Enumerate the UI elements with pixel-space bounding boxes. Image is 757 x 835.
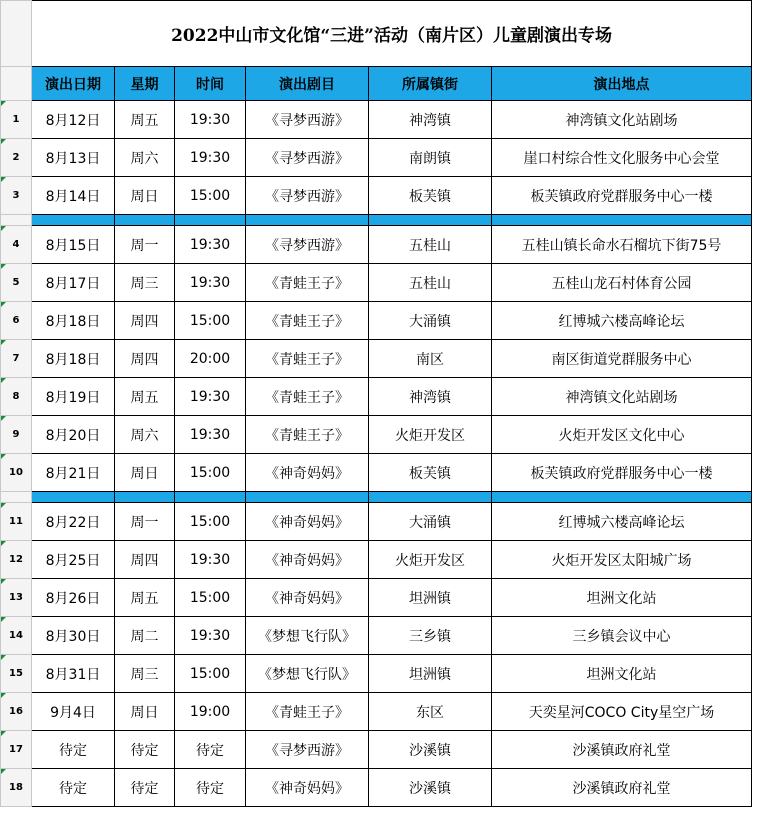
cell-town[interactable]: 火炬开发区 [369, 416, 492, 454]
table-row [1, 101, 752, 139]
cell-show[interactable]: 《寻梦西游》 [246, 226, 369, 264]
cell-show[interactable]: 《青蛙王子》 [246, 693, 369, 731]
row-number[interactable]: 11 [1, 503, 32, 541]
row-number[interactable]: 15 [1, 655, 32, 693]
cell-show[interactable]: 《梦想飞行队》 [246, 617, 369, 655]
row-number-blank [1, 215, 32, 226]
cell-venue[interactable]: 南区街道党群服务中心 [492, 340, 752, 378]
row-number[interactable]: 14 [1, 617, 32, 655]
separator-row [1, 492, 752, 503]
table-row [1, 579, 752, 617]
cell-venue[interactable]: 崖口村综合性文化服务中心会堂 [492, 139, 752, 177]
table-row [1, 177, 752, 215]
separator-cell[interactable] [492, 492, 752, 503]
cell-town[interactable]: 沙溪镇 [369, 731, 492, 769]
row-number[interactable]: 8 [1, 378, 32, 416]
header-date[interactable]: 演出日期 [32, 67, 115, 101]
separator-cell[interactable] [369, 492, 492, 503]
cell-time[interactable]: 15:00 [175, 302, 246, 340]
cell-date[interactable]: 8月21日 [32, 454, 115, 492]
row-header-blank [1, 67, 32, 101]
cell-show[interactable]: 《青蛙王子》 [246, 302, 369, 340]
header-show[interactable]: 演出剧目 [246, 67, 369, 101]
cell-show[interactable]: 《青蛙王子》 [246, 264, 369, 302]
cell-venue[interactable]: 三乡镇会议中心 [492, 617, 752, 655]
cell-weekday[interactable]: 周五 [115, 101, 175, 139]
separator-cell[interactable] [492, 215, 752, 226]
cell-weekday[interactable]: 周一 [115, 503, 175, 541]
cell-venue[interactable]: 坦洲文化站 [492, 579, 752, 617]
cell-show[interactable]: 《青蛙王子》 [246, 378, 369, 416]
row-number[interactable]: 9 [1, 416, 32, 454]
cell-date[interactable]: 8月30日 [32, 617, 115, 655]
cell-date[interactable]: 待定 [32, 731, 115, 769]
cell-weekday[interactable]: 待定 [115, 769, 175, 807]
cell-venue[interactable]: 坦洲文化站 [492, 655, 752, 693]
table-row [1, 302, 752, 340]
row-number[interactable]: 6 [1, 302, 32, 340]
cell-town[interactable]: 坦洲镇 [369, 579, 492, 617]
cell-date[interactable]: 8月17日 [32, 264, 115, 302]
cell-town[interactable]: 沙溪镇 [369, 769, 492, 807]
cell-weekday[interactable]: 周日 [115, 693, 175, 731]
row-number[interactable]: 4 [1, 226, 32, 264]
table-row [1, 416, 752, 454]
cell-town[interactable]: 坦洲镇 [369, 655, 492, 693]
cell-town[interactable]: 板芙镇 [369, 177, 492, 215]
cell-weekday[interactable]: 待定 [115, 731, 175, 769]
cell-weekday[interactable]: 周四 [115, 340, 175, 378]
sheet-title[interactable]: 2022中山市文化馆“三进”活动（南片区）儿童剧演出专场 [32, 1, 752, 67]
cell-show[interactable]: 《神奇妈妈》 [246, 769, 369, 807]
cell-show[interactable]: 《神奇妈妈》 [246, 579, 369, 617]
cell-venue[interactable]: 五桂山镇长命水石榴坑下街75号 [492, 226, 752, 264]
separator-cell[interactable] [32, 215, 115, 226]
cell-time[interactable]: 19:30 [175, 378, 246, 416]
cell-time[interactable]: 待定 [175, 731, 246, 769]
header-town[interactable]: 所属镇街 [369, 67, 492, 101]
cell-show[interactable]: 《神奇妈妈》 [246, 541, 369, 579]
cell-venue[interactable]: 五桂山龙石村体育公园 [492, 264, 752, 302]
row-number[interactable]: 16 [1, 693, 32, 731]
table-row [1, 454, 752, 492]
cell-venue[interactable]: 神湾镇文化站剧场 [492, 101, 752, 139]
separator-cell[interactable] [246, 492, 369, 503]
cell-town[interactable]: 南朗镇 [369, 139, 492, 177]
cell-show[interactable]: 《寻梦西游》 [246, 101, 369, 139]
cell-time[interactable]: 15:00 [175, 177, 246, 215]
row-number[interactable]: 5 [1, 264, 32, 302]
header-time[interactable]: 时间 [175, 67, 246, 101]
cell-date[interactable]: 待定 [32, 769, 115, 807]
table-row [1, 139, 752, 177]
cell-town[interactable]: 五桂山 [369, 226, 492, 264]
row-number[interactable]: 1 [1, 101, 32, 139]
cell-time[interactable]: 待定 [175, 769, 246, 807]
cell-time[interactable]: 19:30 [175, 264, 246, 302]
row-number-blank [1, 492, 32, 503]
cell-town[interactable]: 东区 [369, 693, 492, 731]
cell-date[interactable]: 8月31日 [32, 655, 115, 693]
row-number[interactable]: 2 [1, 139, 32, 177]
cell-time[interactable]: 19:30 [175, 617, 246, 655]
cell-weekday[interactable]: 周六 [115, 416, 175, 454]
cell-venue[interactable]: 红博城六楼高峰论坛 [492, 503, 752, 541]
cell-show[interactable]: 《寻梦西游》 [246, 139, 369, 177]
cell-time[interactable]: 15:00 [175, 655, 246, 693]
cell-town[interactable]: 大涌镇 [369, 302, 492, 340]
table-row [1, 340, 752, 378]
cell-weekday[interactable]: 周四 [115, 541, 175, 579]
cell-venue[interactable]: 天奕星河COCO City星空广场 [492, 693, 752, 731]
separator-cell[interactable] [246, 215, 369, 226]
table-row [1, 655, 752, 693]
row-number[interactable]: 7 [1, 340, 32, 378]
title-row [1, 1, 752, 67]
cell-date[interactable]: 8月25日 [32, 541, 115, 579]
cell-town[interactable]: 三乡镇 [369, 617, 492, 655]
table-row [1, 378, 752, 416]
cell-venue[interactable]: 火炬开发区文化中心 [492, 416, 752, 454]
row-number[interactable]: 13 [1, 579, 32, 617]
cell-weekday[interactable]: 周一 [115, 226, 175, 264]
cell-date[interactable]: 8月22日 [32, 503, 115, 541]
cell-town[interactable]: 大涌镇 [369, 503, 492, 541]
cell-weekday[interactable]: 周三 [115, 655, 175, 693]
separator-cell[interactable] [175, 492, 246, 503]
table-row [1, 693, 752, 731]
cell-venue[interactable]: 沙溪镇政府礼堂 [492, 769, 752, 807]
cell-show[interactable]: 《梦想飞行队》 [246, 655, 369, 693]
cell-time[interactable]: 19:30 [175, 416, 246, 454]
cell-date[interactable]: 8月18日 [32, 340, 115, 378]
cell-weekday[interactable]: 周日 [115, 454, 175, 492]
table-row [1, 731, 752, 769]
row-number[interactable]: 12 [1, 541, 32, 579]
table-row [1, 617, 752, 655]
cell-show[interactable]: 《神奇妈妈》 [246, 454, 369, 492]
cell-weekday[interactable]: 周六 [115, 139, 175, 177]
cell-venue[interactable]: 板芙镇政府党群服务中心一楼 [492, 177, 752, 215]
cell-time[interactable]: 19:00 [175, 693, 246, 731]
separator-cell[interactable] [115, 215, 175, 226]
cell-town[interactable]: 神湾镇 [369, 378, 492, 416]
cell-weekday[interactable]: 周五 [115, 378, 175, 416]
cell-venue[interactable]: 神湾镇文化站剧场 [492, 378, 752, 416]
separator-cell[interactable] [115, 492, 175, 503]
cell-venue[interactable]: 板芙镇政府党群服务中心一楼 [492, 454, 752, 492]
header-venue[interactable]: 演出地点 [492, 67, 752, 101]
header-weekday[interactable]: 星期 [115, 67, 175, 101]
cell-date[interactable]: 8月15日 [32, 226, 115, 264]
cell-date[interactable]: 8月26日 [32, 579, 115, 617]
cell-show[interactable]: 《寻梦西游》 [246, 731, 369, 769]
separator-cell[interactable] [369, 215, 492, 226]
cell-venue[interactable]: 火炬开发区太阳城广场 [492, 541, 752, 579]
cell-weekday[interactable]: 周日 [115, 177, 175, 215]
row-number[interactable]: 18 [1, 769, 32, 807]
table-row [1, 226, 752, 264]
cell-time[interactable]: 19:30 [175, 101, 246, 139]
table-row [1, 769, 752, 807]
cell-weekday[interactable]: 周四 [115, 302, 175, 340]
cell-time[interactable]: 19:30 [175, 541, 246, 579]
cell-time[interactable]: 15:00 [175, 503, 246, 541]
cell-town[interactable]: 板芙镇 [369, 454, 492, 492]
cell-show[interactable]: 《青蛙王子》 [246, 416, 369, 454]
cell-date[interactable]: 8月12日 [32, 101, 115, 139]
cell-date[interactable]: 8月13日 [32, 139, 115, 177]
cell-show[interactable]: 《寻梦西游》 [246, 177, 369, 215]
cell-show[interactable]: 《神奇妈妈》 [246, 503, 369, 541]
cell-town[interactable]: 火炬开发区 [369, 541, 492, 579]
cell-time[interactable]: 19:30 [175, 139, 246, 177]
table-row [1, 541, 752, 579]
cell-time[interactable]: 15:00 [175, 579, 246, 617]
separator-cell[interactable] [32, 492, 115, 503]
row-number[interactable]: 10 [1, 454, 32, 492]
table-row [1, 503, 752, 541]
cell-date[interactable]: 8月19日 [32, 378, 115, 416]
cell-weekday[interactable]: 周二 [115, 617, 175, 655]
cell-show[interactable]: 《青蛙王子》 [246, 340, 369, 378]
cell-date[interactable]: 9月4日 [32, 693, 115, 731]
cell-town[interactable]: 神湾镇 [369, 101, 492, 139]
row-number[interactable]: 3 [1, 177, 32, 215]
cell-date[interactable]: 8月20日 [32, 416, 115, 454]
separator-row [1, 215, 752, 226]
row-header-corner [1, 1, 32, 67]
cell-weekday[interactable]: 周五 [115, 579, 175, 617]
cell-venue[interactable]: 红博城六楼高峰论坛 [492, 302, 752, 340]
cell-weekday[interactable]: 周三 [115, 264, 175, 302]
separator-cell[interactable] [175, 215, 246, 226]
table-row [1, 264, 752, 302]
cell-time[interactable]: 20:00 [175, 340, 246, 378]
cell-town[interactable]: 五桂山 [369, 264, 492, 302]
header-row [1, 67, 752, 101]
cell-time[interactable]: 19:30 [175, 226, 246, 264]
cell-date[interactable]: 8月18日 [32, 302, 115, 340]
cell-venue[interactable]: 沙溪镇政府礼堂 [492, 731, 752, 769]
cell-time[interactable]: 15:00 [175, 454, 246, 492]
row-number[interactable]: 17 [1, 731, 32, 769]
cell-date[interactable]: 8月14日 [32, 177, 115, 215]
cell-town[interactable]: 南区 [369, 340, 492, 378]
